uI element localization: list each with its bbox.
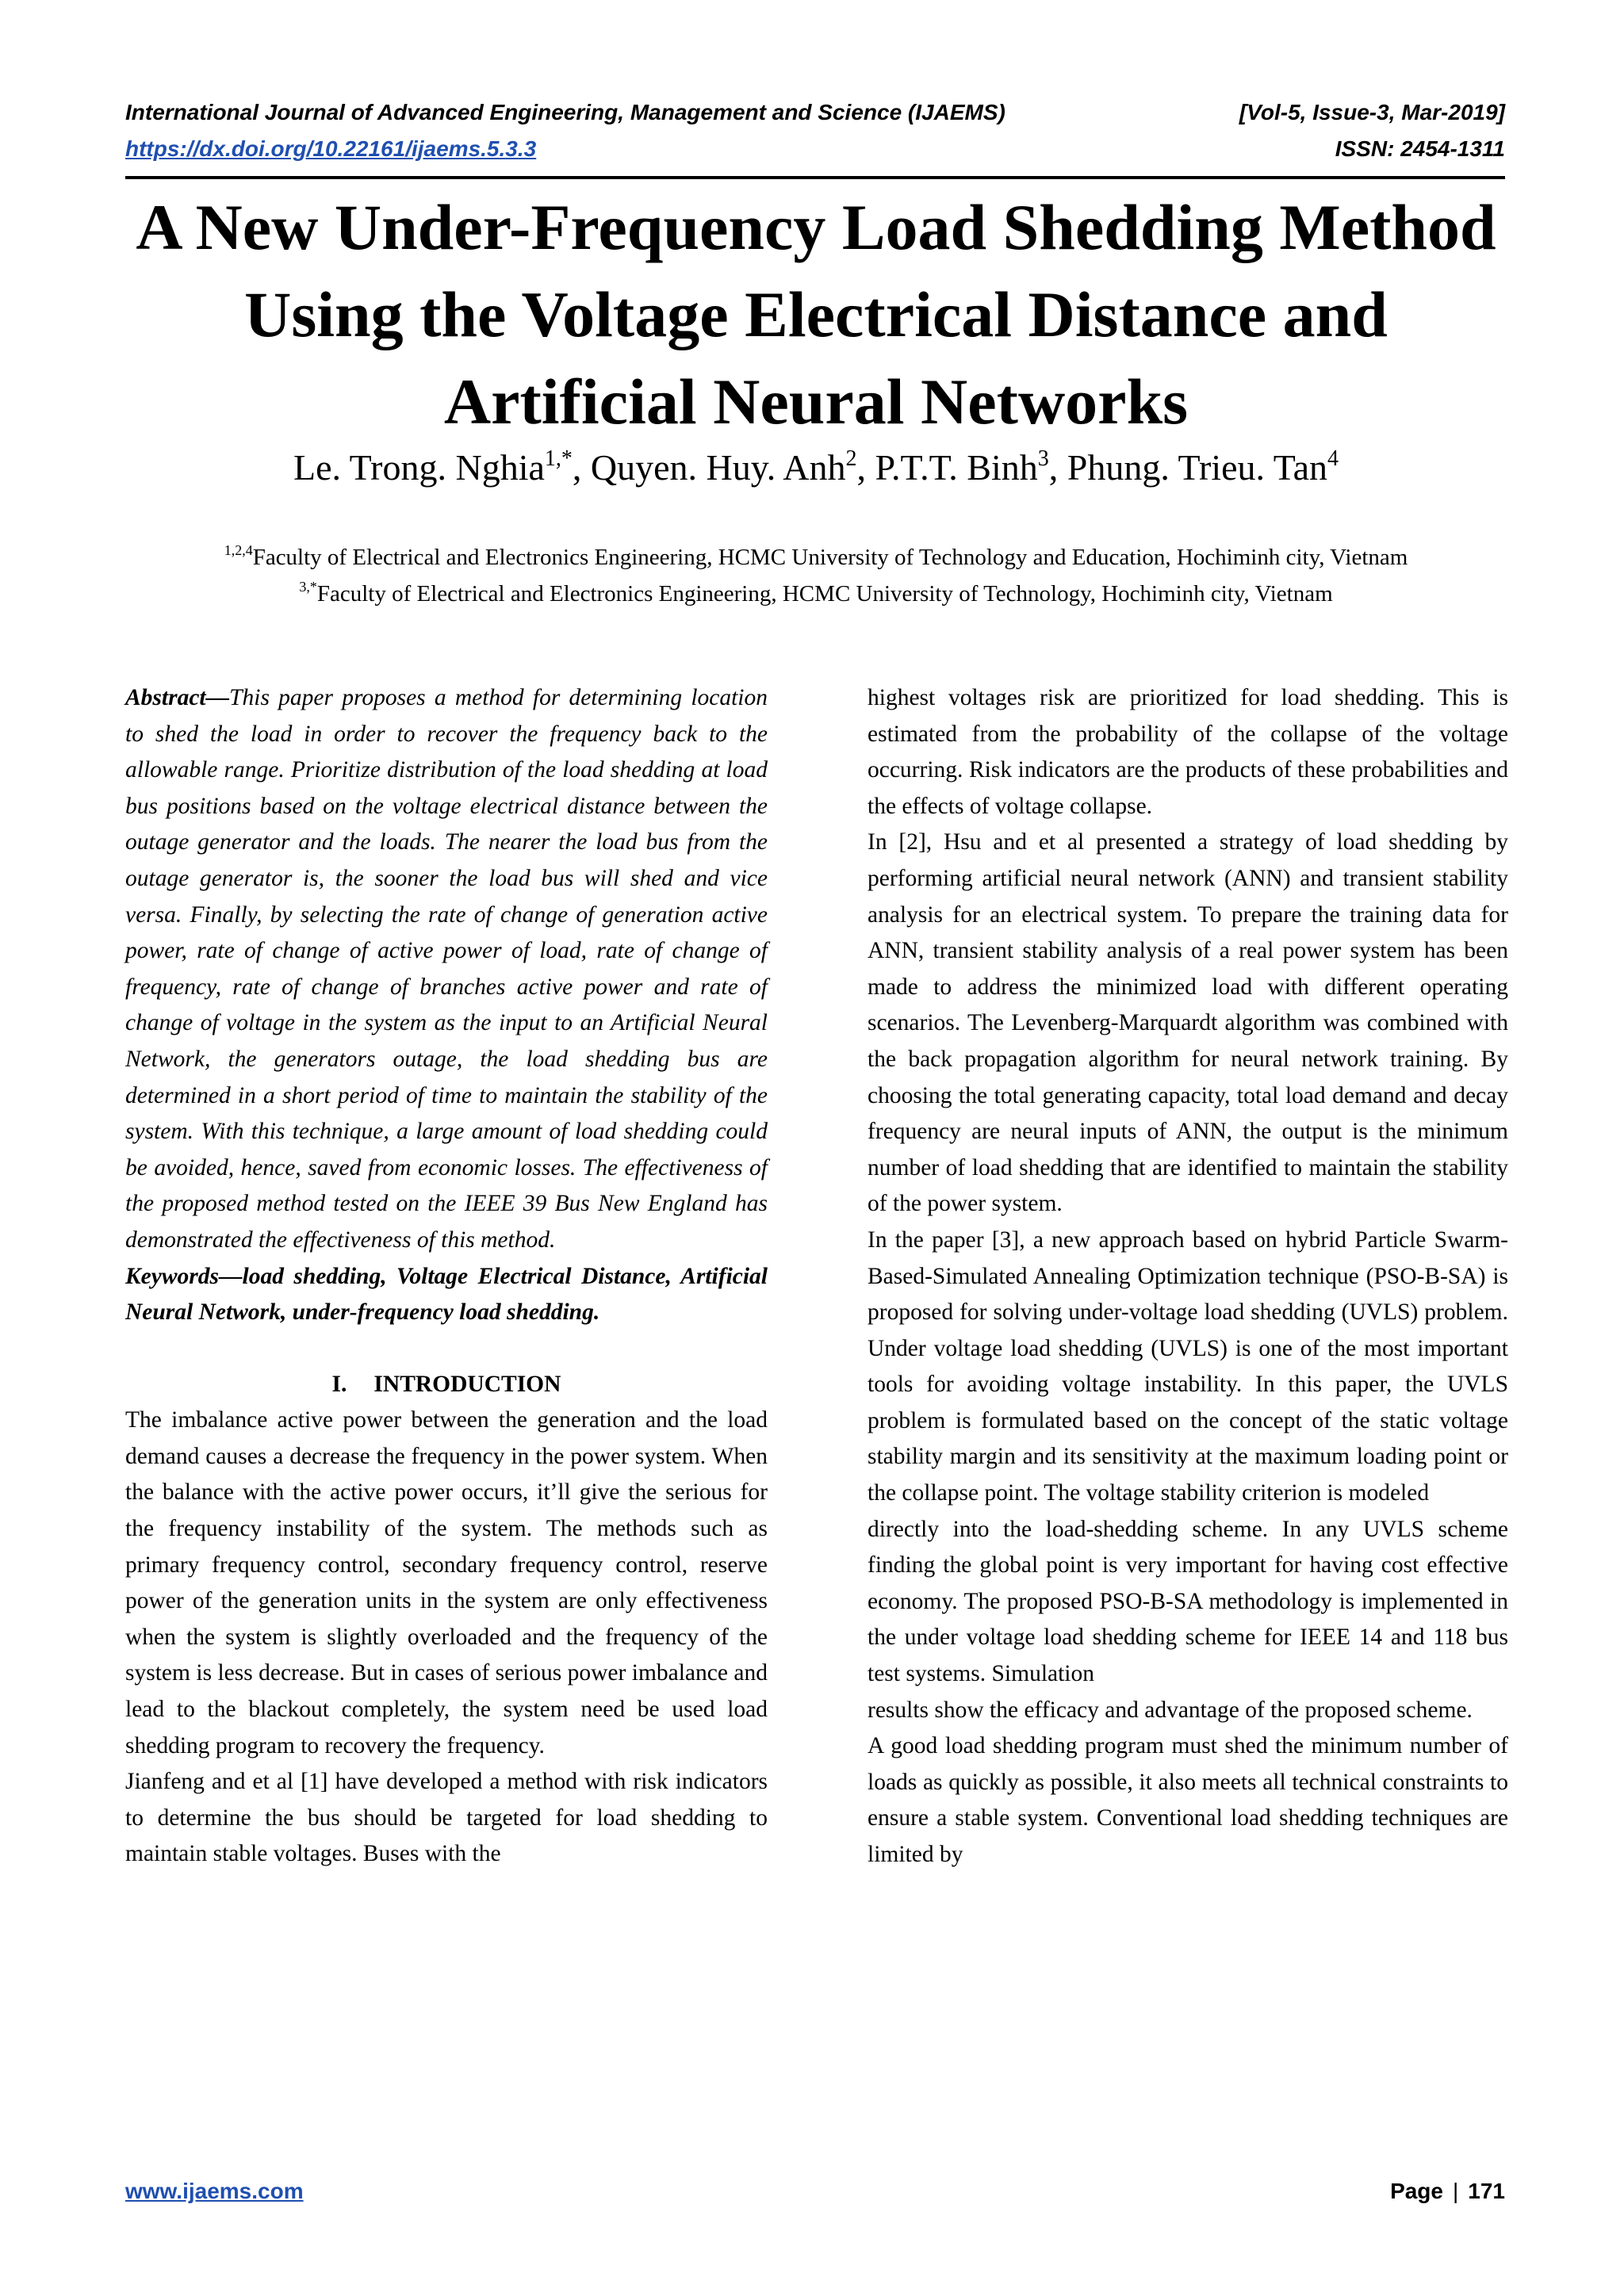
body-paragraph: highest voltages risk are prioritized for load shedding. This is estimated from the probability of the collapse of the voltage occurring. Risk indicators are the products of these probabilities and the effects of voltage collapse. bbox=[868, 685, 1508, 819]
paper-title bbox=[111, 184, 1521, 446]
right-column bbox=[868, 680, 1508, 1873]
title-line-1: A New Under-Frequency Load Shedding Method bbox=[136, 191, 1496, 263]
section-number: I. bbox=[331, 1371, 347, 1397]
body-paragraph: In the paper [3], a new approach based on hybrid Particle Swarm-Based-Simulated Annealing Optimization technique (PSO-B-SA) is proposed for solving under-voltage load shedding (UVLS) problem. Under voltage load shedding (UVLS) is one of the most important tools for avoiding voltage instability. In this paper, the UVLS problem is formulated based on the concept of the static voltage stability margin and its sensitivity at the maximum loading point or the collapse point. The voltage stability criterion is modeled bbox=[868, 1226, 1508, 1506]
affiliation-text: Faculty of Electrical and Electronics Engineering, HCMC University of Technology, Hochiminh city, Vietnam bbox=[316, 581, 1333, 607]
body-paragraph: directly into the load-shedding scheme. In any UVLS scheme finding the global point is very important for having cost effective economy. The proposed PSO-B-SA methodology is implemented in the under voltage load shedding scheme for IEEE 14 and 118 bus test systems. Simulation bbox=[868, 1516, 1508, 1687]
body-paragraph: In [2], Hsu and et al presented a strategy of load shedding by performing artificial neural network (ANN) and transient stability analysis for an electrical system. To prepare the training data for ANN, transient stability analysis of a real power system has been made to address the minimized load with different operating scenarios. The Levenberg-Marquardt algorithm was combined with the back propagation algorithm for neural network training. By choosing the total generating capacity, total load demand and decay frequency are neural inputs of ANN, the output is the minimum number of load shedding that are identified to maintain the stability of the power system. bbox=[868, 829, 1508, 1217]
issn: ISSN: 2454-1311 bbox=[1335, 136, 1505, 161]
author-sup: 1,* bbox=[544, 446, 573, 471]
body-paragraph: A good load shedding program must shed the minimum number of loads as quickly as possible, it also meets all technical constraints to ensure a stable system. Conventional load shedding techniques are limited by bbox=[868, 1733, 1508, 1867]
abstract-label: Abstract— bbox=[125, 685, 230, 710]
author-list bbox=[111, 444, 1521, 492]
abstract-text: This paper proposes a method for determining location to shed the load in order to recover the frequency back to the allowable range. Prioritize distribution of the load shedding at load bus positions based on the voltage electrical distance between the outage generator and the loads. The nearer the load bus from the outage generator is, the sooner the load bus will shed and vice versa. Finally, by selecting the rate of change of generation active power, rate of change of active power of load, rate of change of frequency, rate of change of branches active power and rate of change of voltage in the system as the input to an Artificial Neural Network, the generators outage, the load shedding bus are determined in a short period of time to maintain the stability of the system. With this technique, a large amount of load shedding could be avoided, hence, saved from economic losses. The effectiveness of the proposed method tested on the IEEE 39 Bus New England has demonstrated the effectiveness of this method. bbox=[125, 685, 768, 1253]
header-rule bbox=[125, 176, 1505, 179]
author-sup: 4 bbox=[1327, 446, 1339, 471]
body-paragraph: The imbalance active power between the generation and the load demand causes a decrease the frequency in the power system. When the balance with the active power occurs, it’ll give the serious for the frequency instability of the system. The methods such as primary frequency control, secondary frequency control, reserve power of the generation units in the system are only effectiveness when the system is slightly overloaded and the frequency of the system is less decrease. But in cases of serious power imbalance and lead to the blackout completely, the system need be used load shedding program to recovery the frequency. bbox=[125, 1407, 768, 1758]
author-name: Le. Trong. Nghia bbox=[293, 447, 545, 488]
section-heading bbox=[125, 1367, 768, 1403]
affiliation-2 bbox=[127, 576, 1505, 612]
journal-name: International Journal of Advanced Engineering, Management and Science (IJAEMS) bbox=[125, 100, 1005, 124]
affiliation-1 bbox=[127, 539, 1505, 576]
author-sup: 3 bbox=[1037, 446, 1049, 471]
page-number: 171 bbox=[1468, 2179, 1505, 2203]
page-label: Page bbox=[1390, 2179, 1443, 2203]
affiliation-sup: 3,* bbox=[299, 579, 317, 595]
keywords: Keywords—load shedding, Voltage Electrical Distance, Artificial Neural Network, under-frequency load shedding. bbox=[125, 1263, 768, 1326]
page-indicator bbox=[1390, 2179, 1505, 2204]
author-name: , P.T.T. Binh bbox=[856, 447, 1038, 488]
abstract bbox=[125, 680, 768, 1259]
page-separator: | bbox=[1453, 2179, 1459, 2203]
author-name: , Quyen. Huy. Anh bbox=[572, 447, 846, 488]
page-footer bbox=[125, 2179, 1505, 2204]
body-paragraph: Jianfeng and et al [1] have developed a method with risk indicators to determine the bus should be targeted for load shedding to maintain stable voltages. Buses with the bbox=[125, 1769, 768, 1867]
doi-link[interactable]: https://dx.doi.org/10.22161/ijaems.5.3.3 bbox=[125, 136, 537, 161]
website-link[interactable]: www.ijaems.com bbox=[125, 2179, 304, 2203]
author-name: , Phung. Trieu. Tan bbox=[1048, 447, 1328, 488]
title-line-2: Using the Voltage Electrical Distance and bbox=[244, 278, 1388, 350]
volume-issue: [Vol-5, Issue-3, Mar-2019] bbox=[1239, 100, 1505, 124]
left-column bbox=[125, 680, 768, 1873]
section-title: INTRODUCTION bbox=[373, 1371, 561, 1397]
running-header bbox=[125, 100, 1505, 173]
author-sup: 2 bbox=[845, 446, 857, 471]
affiliation-text: Faculty of Electrical and Electronics Engineering, HCMC University of Technology and Education, Hochiminh city, Vietnam bbox=[252, 545, 1408, 570]
body-paragraph: results show the efficacy and advantage of the proposed scheme. bbox=[868, 1697, 1473, 1723]
title-line-3: Artificial Neural Networks bbox=[443, 365, 1189, 438]
affiliations bbox=[127, 539, 1505, 612]
affiliation-sup: 1,2,4 bbox=[224, 542, 253, 558]
